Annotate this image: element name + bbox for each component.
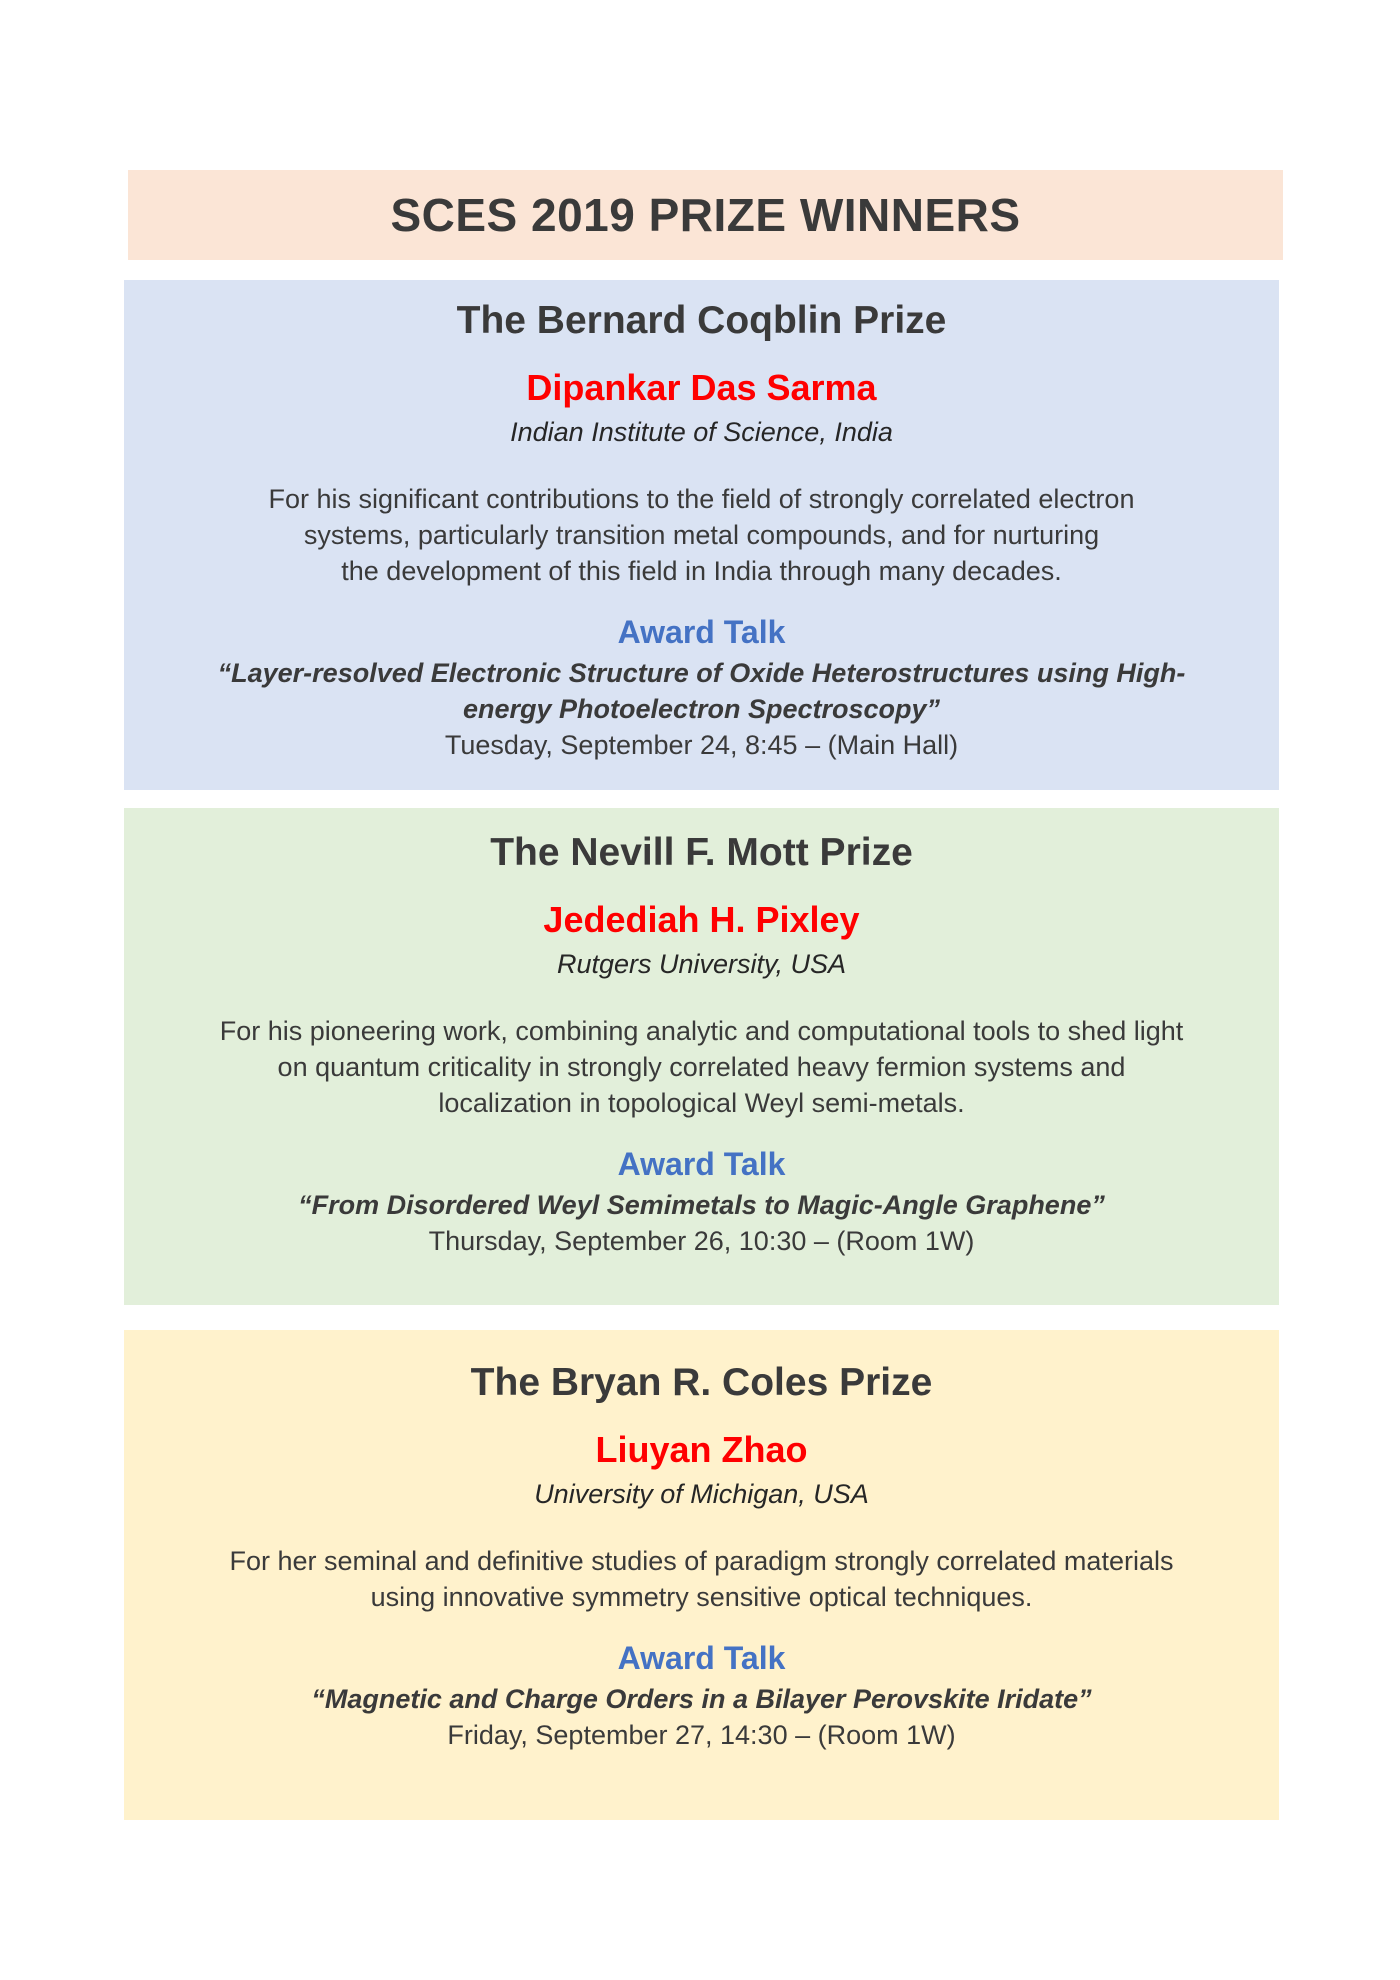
prize-citation — [144, 481, 1259, 589]
prize-card-mott — [124, 808, 1279, 1305]
winner-name: Dipankar Das Sarma — [526, 366, 877, 408]
prize-name: The Bryan R. Coles Prize — [470, 1361, 933, 1404]
talk-title-line: energy Photoelectron Spectroscopy” — [462, 693, 941, 724]
prize-citation — [144, 1543, 1259, 1615]
talk-time: Thursday, September 26, 10:30 – (Room 1W) — [428, 1225, 975, 1256]
talk-time: Tuesday, September 24, 8:45 – (Main Hall) — [444, 729, 959, 760]
talk-title — [144, 1681, 1259, 1717]
talk-title — [144, 1187, 1259, 1223]
citation-line: For her seminal and definitive studies of paradigm strongly correlated materials — [229, 1545, 1174, 1576]
winner-affiliation: University of Michigan, USA — [534, 1479, 869, 1510]
title-banner — [128, 170, 1283, 260]
talk-title-line: “Magnetic and Charge Orders in a Bilayer Perovskite Iridate” — [311, 1683, 1092, 1714]
award-talk-label: Award Talk — [617, 1145, 786, 1182]
winner-affiliation: Rutgers University, USA — [556, 949, 847, 980]
citation-line: on quantum criticality in strongly correlated heavy fermion systems and — [277, 1051, 1126, 1082]
winner-name: Liuyan Zhao — [595, 1428, 808, 1470]
page-title: SCES 2019 PRIZE WINNERS — [390, 189, 1021, 241]
prize-card-coqblin — [124, 280, 1279, 790]
prize-citation — [144, 1013, 1259, 1121]
citation-line: systems, particularly transition metal compounds, and for nurturing — [303, 519, 1100, 550]
prize-name: The Nevill F. Mott Prize — [490, 831, 913, 874]
talk-time: Friday, September 27, 14:30 – (Room 1W) — [447, 1719, 956, 1750]
citation-line: For his pioneering work, combining analytic and computational tools to shed light — [219, 1015, 1184, 1046]
award-talk-label: Award Talk — [617, 1639, 786, 1676]
talk-title-line: “Layer-resolved Electronic Structure of Oxide Heterostructures using High- — [217, 657, 1186, 688]
prize-name: The Bernard Coqblin Prize — [456, 299, 947, 342]
award-talk-label: Award Talk — [617, 613, 786, 650]
talk-title-line: “From Disordered Weyl Semimetals to Magic-Angle Graphene” — [298, 1189, 1105, 1220]
prize-card-coles — [124, 1330, 1279, 1820]
winner-name: Jedediah H. Pixley — [543, 898, 860, 940]
citation-line: For his significant contributions to the field of strongly correlated electron — [268, 483, 1135, 514]
citation-line: using innovative symmetry sensitive optical techniques. — [370, 1581, 1033, 1612]
talk-title — [144, 655, 1259, 727]
citation-line: localization in topological Weyl semi-metals. — [438, 1087, 965, 1118]
citation-line: the development of this field in India through many decades. — [341, 555, 1062, 586]
winner-affiliation: Indian Institute of Science, India — [510, 417, 893, 448]
